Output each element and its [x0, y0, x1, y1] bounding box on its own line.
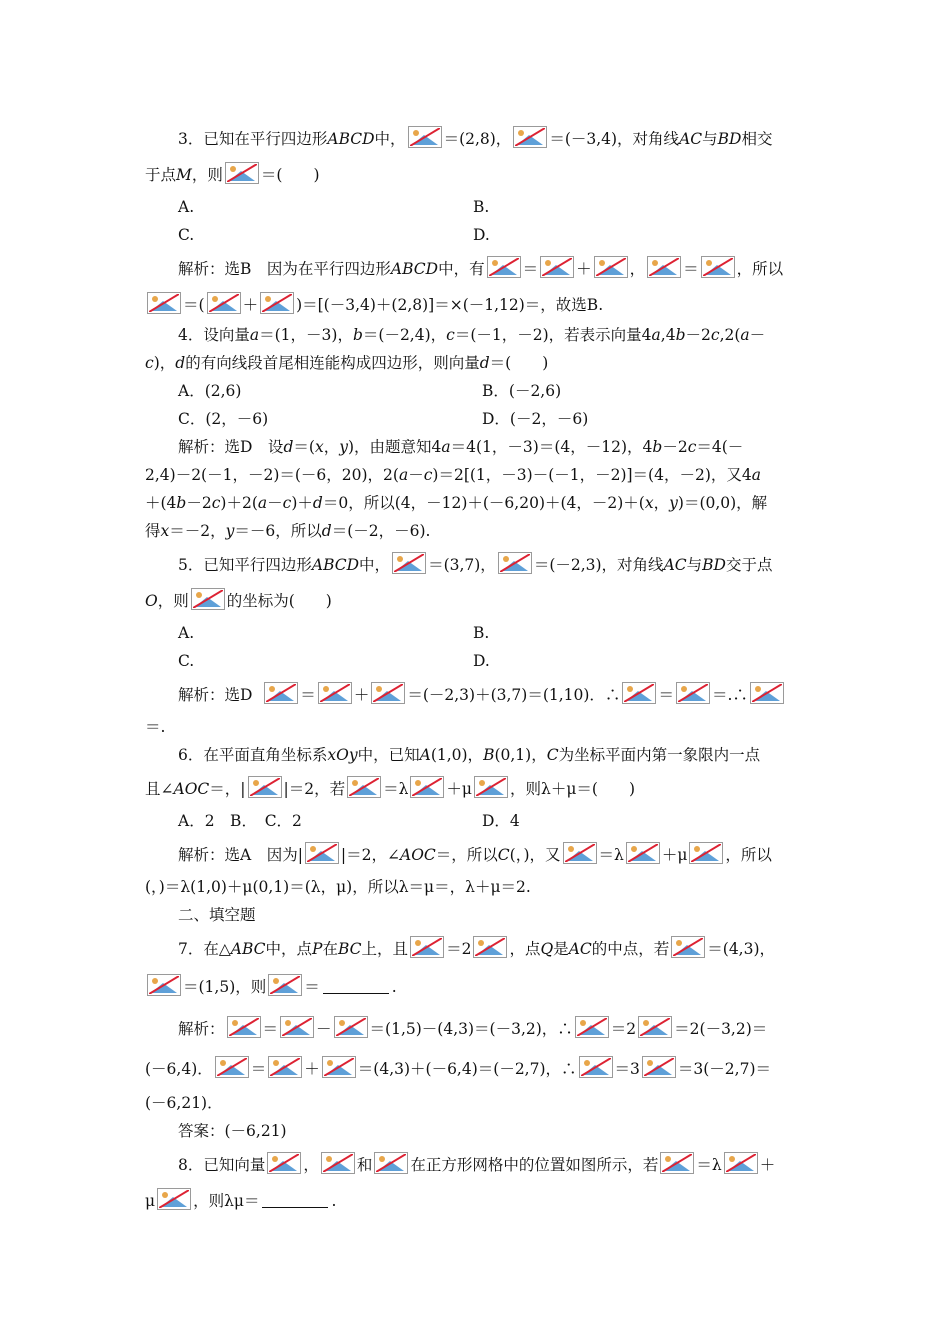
q4-options-cd: C．(2，－6) D．(－2，－6): [178, 410, 589, 428]
broken-image-icon: [513, 126, 547, 148]
broken-image-icon: [579, 1056, 613, 1078]
q7-line-1: 7．在△ABC中，点P在BC上，且 ＝2 ，点Q是AC的中点，若 ＝(4,3)，: [178, 936, 775, 960]
q3-solution-1: 解析：选B 因为在平行四边形ABCD中，有 ＝ ＋ ， ＝ ，所以: [178, 256, 783, 280]
q7-answer: 答案：(－6,21): [178, 1122, 287, 1140]
broken-image-icon: [268, 974, 302, 996]
broken-image-icon: [410, 936, 444, 958]
broken-image-icon: [622, 682, 656, 704]
broken-image-icon: [191, 588, 225, 610]
q3-line-1: 3．已知在平行四边形ABCD中， ＝(2,8)， ＝(－3,4)，对角线AC与BD相交: [178, 126, 772, 150]
q6-line-1: 6．在平面直角坐标系xOy中，已知A(1,0)，B(0,1)，C为坐标平面内第一象限内一点: [178, 746, 761, 764]
broken-image-icon: [260, 292, 294, 314]
broken-image-icon: [321, 1152, 355, 1174]
broken-image-icon: [473, 936, 507, 958]
broken-image-icon: [563, 842, 597, 864]
q4-solution-3: ＋(4b－2c)＋2(a－c)＋d＝0，所以(4，－12)＋(－6,20)＋(4，－2)＋(x，y)＝(0,0)，解: [145, 494, 768, 512]
q8-line-1: 8．已知向量 ， 和 在正方形网格中的位置如图所示，若 ＝λ ＋: [178, 1152, 775, 1176]
broken-image-icon: [268, 1056, 302, 1078]
q4-solution-4: 得x＝－2，y＝－6，所以d＝(－2，－6).: [145, 522, 431, 540]
broken-image-icon: [392, 552, 426, 574]
broken-image-icon: [660, 1152, 694, 1174]
q3-line-2: 于点M，则 ＝( ): [145, 162, 320, 186]
q7-solution-2: (－6,4)． ＝ ＋ ＝(4,3)＋(－6,4)＝(－2,7)，∴ ＝3 ＝3(－2,7)＝: [145, 1056, 771, 1080]
broken-image-icon: [322, 1056, 356, 1078]
broken-image-icon: [498, 552, 532, 574]
q7-line-2: ＝(1,5)，则 ＝ .: [145, 974, 397, 998]
q4-line-2: c)，d的有向线段首尾相连能构成四边形，则向量d＝( ): [145, 354, 549, 372]
section-heading: 二、填空题: [178, 906, 256, 924]
q5-solution-2: ＝.: [145, 718, 166, 736]
broken-image-icon: [147, 292, 181, 314]
broken-image-icon: [207, 292, 241, 314]
broken-image-icon: [157, 1188, 191, 1210]
q4-options-ab: A．(2,6) B．(－2,6): [178, 382, 562, 400]
q5-options-ab: A. B.: [178, 624, 490, 642]
q5-line-2: O，则 的坐标为( ): [145, 588, 332, 612]
broken-image-icon: [408, 126, 442, 148]
broken-image-icon: [676, 682, 710, 704]
broken-image-icon: [474, 776, 508, 798]
broken-image-icon: [227, 1016, 261, 1038]
broken-image-icon: [701, 256, 735, 278]
q7-solution-1: 解析： ＝ － ＝(1,5)－(4,3)＝(－3,2)，∴ ＝2 ＝2(－3,2)＝: [178, 1016, 767, 1040]
broken-image-icon: [410, 776, 444, 798]
broken-image-icon: [374, 1152, 408, 1174]
broken-image-icon: [267, 1152, 301, 1174]
broken-image-icon: [750, 682, 784, 704]
q6-line-2: 且∠AOC＝，| |＝2，若 ＝λ ＋μ ，则λ＋μ＝( ): [145, 776, 635, 800]
broken-image-icon: [225, 162, 259, 184]
q6-options: A．2 B． C．2 D．4: [178, 812, 520, 830]
broken-image-icon: [638, 1016, 672, 1038]
broken-image-icon: [594, 256, 628, 278]
broken-image-icon: [264, 682, 298, 704]
broken-image-icon: [347, 776, 381, 798]
broken-image-icon: [689, 842, 723, 864]
broken-image-icon: [371, 682, 405, 704]
q3-solution-2: ＝( ＋ )＝[(－3,4)＋(2,8)]＝×(－1,12)＝，故选B.: [145, 292, 603, 316]
q8-line-2: μ ，则λμ＝ .: [145, 1188, 336, 1212]
q5-options-cd: C. D.: [178, 652, 490, 670]
q6-solution-2: (，)＝λ(1,0)＋μ(0,1)＝(λ，μ)，所以λ＝μ＝，λ＋μ＝2.: [145, 878, 531, 896]
q3-options-ab: A. B.: [178, 198, 490, 216]
broken-image-icon: [215, 1056, 249, 1078]
broken-image-icon: [280, 1016, 314, 1038]
q4-solution-1: 解析：选D 设d＝(x，y)，由题意知4a＝4(1，－3)＝(4，－12)，4b－2c＝4(－: [178, 438, 744, 456]
broken-image-icon: [671, 936, 705, 958]
q3-options-cd: C. D.: [178, 226, 490, 244]
broken-image-icon: [248, 776, 282, 798]
q4-solution-2: 2,4)－2(－1，－2)＝(－6，20)，2(a－c)＝2[(1，－3)－(－1，－2)]＝(4，－2)，又4a: [145, 466, 761, 484]
broken-image-icon: [487, 256, 521, 278]
broken-image-icon: [305, 842, 339, 864]
broken-image-icon: [318, 682, 352, 704]
broken-image-icon: [647, 256, 681, 278]
q4-line-1: 4．设向量a＝(1，－3)，b＝(－2,4)，c＝(－1，－2)，若表示向量4a,4b－2c,2(a－: [178, 326, 766, 344]
broken-image-icon: [334, 1016, 368, 1038]
q5-line-1: 5．已知平行四边形ABCD中， ＝(3,7)， ＝(－2,3)，对角线AC与BD交于点: [178, 552, 772, 576]
q5-solution-1: 解析：选D ＝ ＋ ＝(－2,3)＋(3,7)＝(1,10)．∴ ＝ ＝.∴: [178, 682, 786, 706]
broken-image-icon: [642, 1056, 676, 1078]
answer-blank[interactable]: [323, 979, 389, 994]
broken-image-icon: [626, 842, 660, 864]
answer-blank[interactable]: [262, 1193, 328, 1208]
q6-solution-1: 解析：选A 因为| |＝2，∠AOC＝，所以C(，)，又 ＝λ ＋μ ，所以: [178, 842, 772, 866]
broken-image-icon: [575, 1016, 609, 1038]
broken-image-icon: [540, 256, 574, 278]
q7-solution-3: (－6,21)．: [145, 1094, 223, 1112]
broken-image-icon: [147, 974, 181, 996]
broken-image-icon: [724, 1152, 758, 1174]
